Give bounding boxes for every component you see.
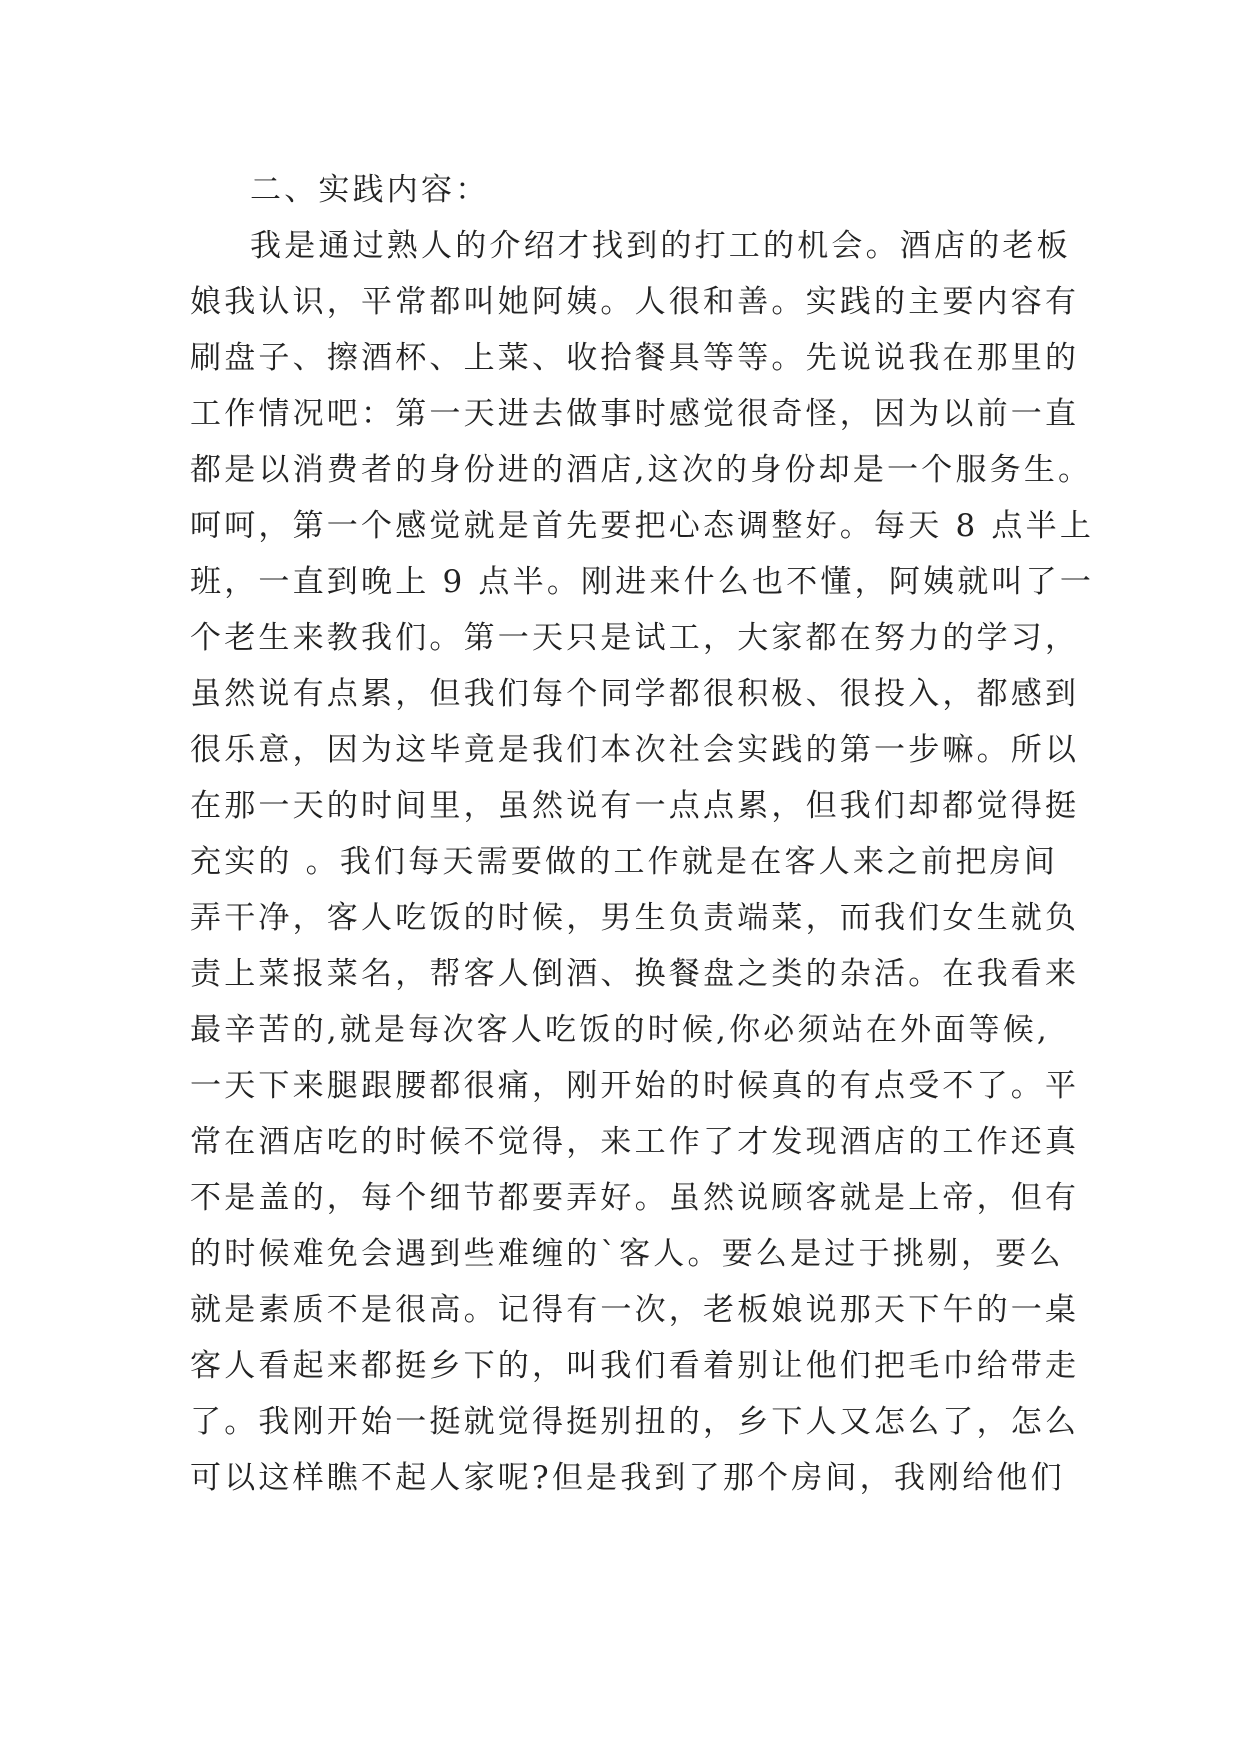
paragraph-line: 娘我认识，平常都叫她阿姨。人很和善。实践的主要内容有 [190,284,1080,320]
paragraph-line: 了。我刚开始一挺就觉得挺别扭的，乡下人又怎么了，怎么 [190,1404,1080,1440]
paragraph-line: 客人看起来都挺乡下的，叫我们看着别让他们把毛巾给带走 [190,1348,1080,1384]
paragraph-line: 责上菜报菜名，帮客人倒酒、换餐盘之类的杂活。在我看来 [190,956,1080,992]
paragraph-line: 充实的 。我们每天需要做的工作就是在客人来之前把房间 [190,844,1059,880]
paragraph-line: 不是盖的，每个细节都要弄好。虽然说顾客就是上帝，但有 [190,1180,1080,1216]
paragraph-line: 个老生来教我们。第一天只是试工，大家都在努力的学习， [190,620,1080,656]
paragraph-line: 常在酒店吃的时候不觉得，来工作了才发现酒店的工作还真 [190,1124,1080,1160]
paragraph-line: 最辛苦的,就是每次客人吃饭的时候,你必须站在外面等候, [190,1012,1050,1048]
paragraph-line: 很乐意，因为这毕竟是我们本次社会实践的第一步嘛。所以 [190,732,1080,768]
paragraph-line: 呵呵，第一个感觉就是首先要把心态调整好。每天 8 点半上 [190,508,1095,544]
paragraph-line: 刷盘子、擦酒杯、上菜、收拾餐具等等。先说说我在那里的 [190,340,1080,376]
paragraph-line: 都是以消费者的身份进的酒店,这次的身份却是一个服务生。 [190,452,1093,488]
paragraph-line: 虽然说有点累，但我们每个同学都很积极、很投入，都感到 [190,676,1080,712]
paragraph-line: 的时候难免会遇到些难缠的`客人。要么是过于挑剔，要么 [190,1236,1064,1272]
paragraph-line: 班，一直到晚上 9 点半。刚进来什么也不懂，阿姨就叫了一 [190,564,1095,600]
paragraph-line: 可以这样瞧不起人家呢?但是我到了那个房间，我刚给他们 [190,1460,1065,1496]
paragraph-line: 我是通过熟人的介绍才找到的打工的机会。酒店的老板 [250,228,1071,264]
paragraph-line: 工作情况吧：第一天进去做事时感觉很奇怪，因为以前一直 [190,396,1080,432]
paragraph-line: 弄干净，客人吃饭的时候，男生负责端菜，而我们女生就负 [190,900,1080,936]
paragraph-line: 一天下来腿跟腰都很痛，刚开始的时候真的有点受不了。平 [190,1068,1080,1104]
paragraph-line: 就是素质不是很高。记得有一次，老板娘说那天下午的一桌 [190,1292,1080,1328]
paragraph-line: 在那一天的时间里，虽然说有一点点累，但我们却都觉得挺 [190,788,1080,824]
section-heading: 二、实践内容： [250,172,490,208]
